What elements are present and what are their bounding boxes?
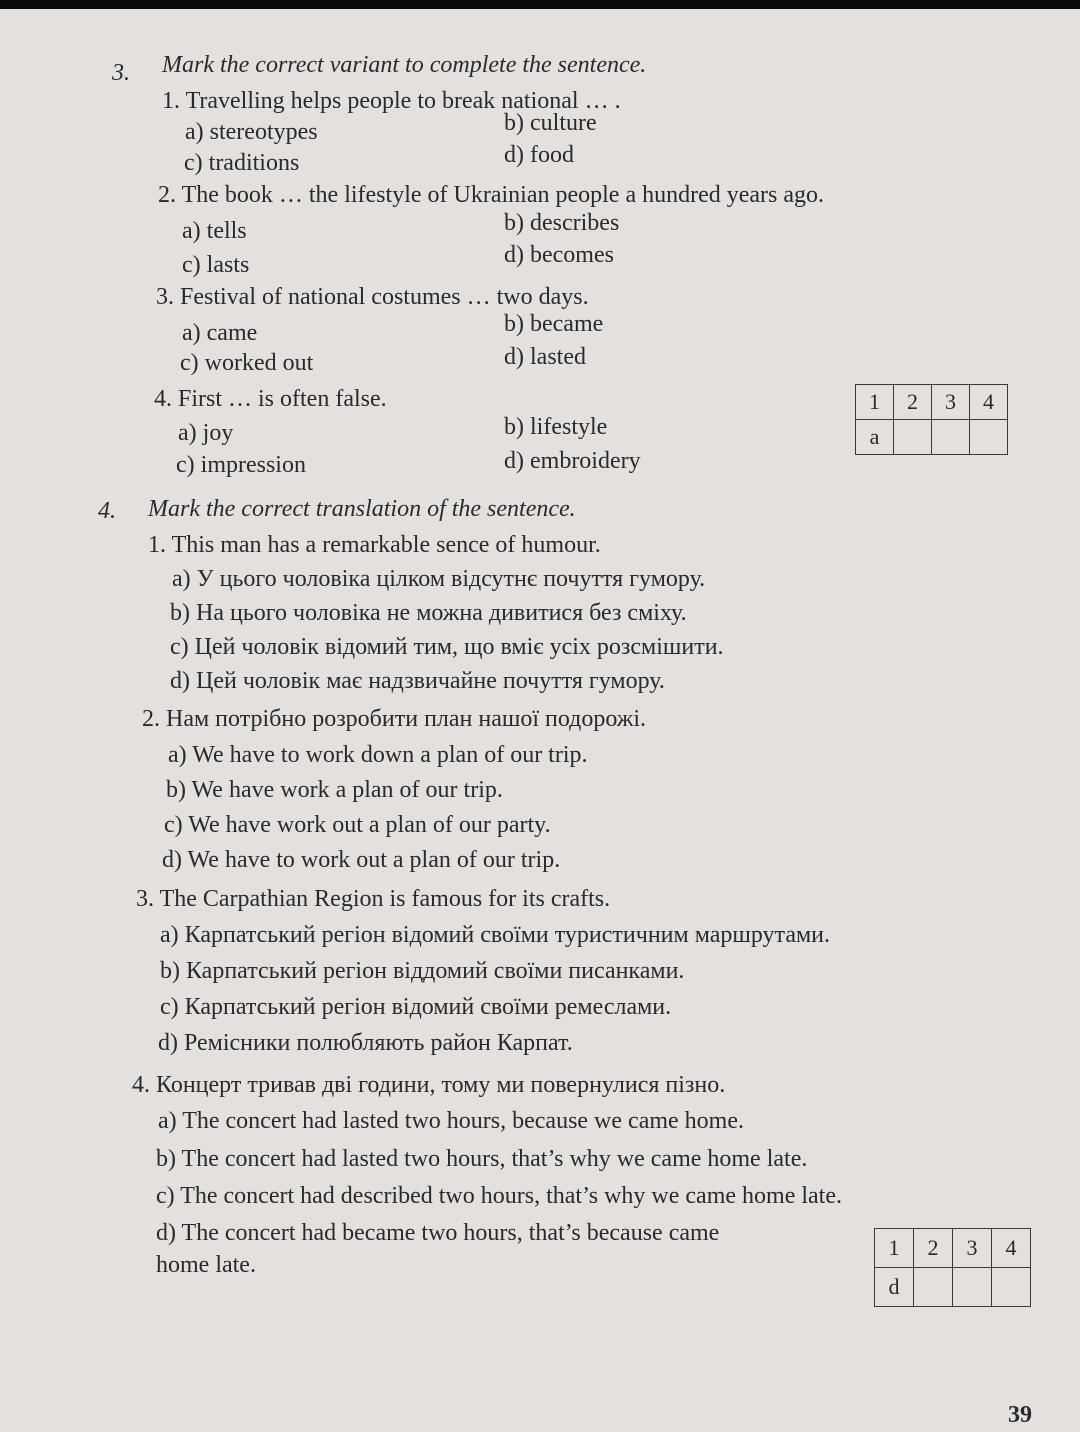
task3-q2-option-c: c) lasts xyxy=(182,252,250,278)
task4-q2-option-b: b) We have work a plan of our trip. xyxy=(166,777,503,803)
answer-cell-4[interactable] xyxy=(992,1268,1031,1307)
answer-header-4: 4 xyxy=(970,385,1008,420)
answer-header-2: 2 xyxy=(914,1229,953,1268)
answer-cell-4[interactable] xyxy=(970,420,1008,455)
task3-answer-table xyxy=(855,384,1008,455)
task4-q2-option-c: c) We have work out a plan of our party. xyxy=(164,812,551,838)
task4-q2-option-a: a) We have to work down a plan of our trip. xyxy=(168,742,588,768)
task4-instruction: Mark the correct translation of the sentence. xyxy=(148,496,576,522)
task4-q3-option-b: b) Карпатський регіон віддомий своїми писанками. xyxy=(160,958,685,984)
task4-q3: 3. The Carpathian Region is famous for its crafts. xyxy=(136,886,611,912)
task3-q4-option-c: c) impression xyxy=(176,452,306,478)
task4-q1-option-b: b) На цього чоловіка не можна дивитися без сміху. xyxy=(170,600,687,626)
answer-cell-1[interactable]: d xyxy=(875,1268,914,1307)
task3-q4-option-d: d) embroidery xyxy=(504,448,641,474)
answer-cell-3[interactable] xyxy=(932,420,970,455)
task4-q4-option-d: d) The concert had became two hours, that’s because came xyxy=(156,1220,720,1246)
task4-q3-option-a: a) Карпатський регіон відомий своїми туристичним маршрутами. xyxy=(160,922,830,948)
task4-q2: 2. Нам потрібно розробити план нашої подорожі. xyxy=(142,706,647,732)
answer-cell-2[interactable] xyxy=(914,1268,953,1307)
answer-header-1: 1 xyxy=(856,385,894,420)
answer-header-3: 3 xyxy=(953,1229,992,1268)
task3-q2-option-b: b) describes xyxy=(504,210,620,236)
top-edge xyxy=(0,0,1080,9)
task3-q3-option-d: d) lasted xyxy=(504,344,586,370)
task3-q3-option-b: b) became xyxy=(504,311,604,337)
answer-header-3: 3 xyxy=(932,385,970,420)
task3-q4-option-b: b) lifestyle xyxy=(504,414,608,440)
task3-q2-option-d: d) becomes xyxy=(504,242,614,268)
task4-q1-option-a: a) У цього чоловіка цілком відсутнє почуття гумору. xyxy=(172,566,706,592)
task4-q1: 1. This man has a remarkable sence of humour. xyxy=(148,532,601,558)
task4-q4-option-c: c) The concert had described two hours, that’s why we came home late. xyxy=(156,1183,842,1209)
task4-number: 4. xyxy=(98,498,116,524)
task4-q1-option-c: c) Цей чоловік відомий тим, що вміє усіх розсмішити. xyxy=(170,634,724,660)
task3-q1-option-c: c) traditions xyxy=(184,150,300,176)
task3-q3-option-a: a) came xyxy=(182,320,258,346)
task4-q4-option-b: b) The concert had lasted two hours, that’s why we came home late. xyxy=(156,1146,808,1172)
task3-q3: 3. Festival of national costumes … two days. xyxy=(156,284,589,310)
answer-cell-1[interactable]: a xyxy=(856,420,894,455)
task4-answer-table xyxy=(874,1228,1031,1307)
task4-q4: 4. Концерт тривав дві години, тому ми повернулися пізно. xyxy=(132,1072,726,1098)
task3-q3-option-c: c) worked out xyxy=(180,350,314,376)
task3-q1-option-d: d) food xyxy=(504,142,574,168)
task4-q1-option-d: d) Цей чоловік має надзвичайне почуття гумору. xyxy=(170,668,665,694)
answer-cell-3[interactable] xyxy=(953,1268,992,1307)
task4-q3-option-d: d) Ремісники полюбляють район Карпат. xyxy=(158,1030,573,1056)
task4-q4-option-a: a) The concert had lasted two hours, because we came home. xyxy=(158,1108,744,1134)
task3-q1: 1. Travelling helps people to break national … . xyxy=(162,88,621,114)
task3-q4: 4. First … is often false. xyxy=(154,386,387,412)
task3-q2-option-a: a) tells xyxy=(182,218,247,244)
task3-number: 3. xyxy=(112,60,130,86)
task4-q4-option-d-continued: home late. xyxy=(156,1252,256,1278)
task3-instruction: Mark the correct variant to complete the sentence. xyxy=(162,52,647,78)
answer-cell-2[interactable] xyxy=(894,420,932,455)
answer-header-1: 1 xyxy=(875,1229,914,1268)
task3-q4-option-a: a) joy xyxy=(178,420,234,446)
task4-q3-option-c: c) Карпатський регіон відомий своїми ремеслами. xyxy=(160,994,672,1020)
answer-header-2: 2 xyxy=(894,385,932,420)
task4-q2-option-d: d) We have to work out a plan of our trip. xyxy=(162,847,561,873)
task3-q1-option-b: b) culture xyxy=(504,110,597,136)
answer-header-4: 4 xyxy=(992,1229,1031,1268)
page-number: 39 xyxy=(1008,1402,1032,1428)
task3-q2: 2. The book … the lifestyle of Ukrainian people a hundred years ago. xyxy=(158,182,825,208)
task3-q1-option-a: a) stereotypes xyxy=(185,119,318,145)
